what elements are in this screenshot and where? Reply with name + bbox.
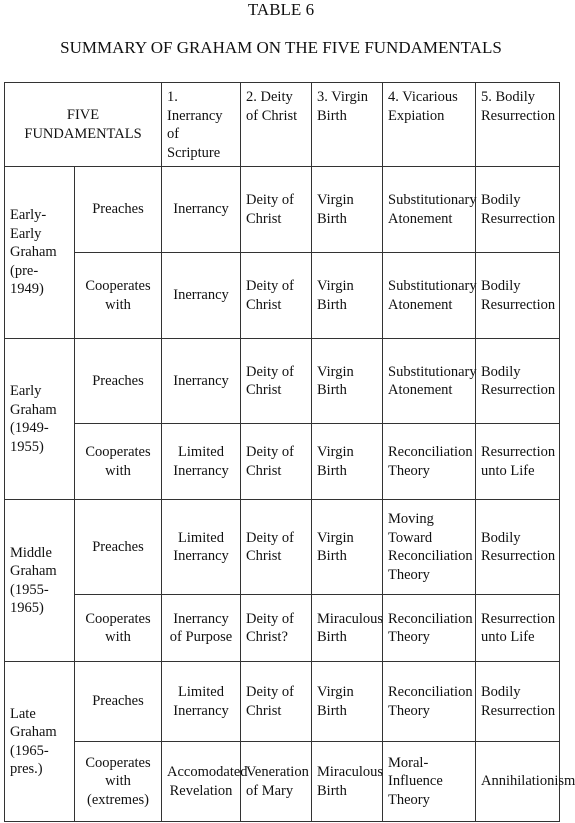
cell-col-4: Reconciliation Theory xyxy=(383,662,476,742)
table-row xyxy=(5,253,560,339)
cell-col-5: Resurrection unto Life xyxy=(476,595,560,662)
cell-col-2: Deity of Christ? xyxy=(241,595,312,662)
cell-col-2: Deity of Christ xyxy=(241,500,312,595)
cell-col-4: Substitutionary Atonement xyxy=(383,167,476,253)
cell-col-1: Limited Inerrancy xyxy=(162,424,241,500)
table-number: TABLE 6 xyxy=(247,0,315,19)
header-col-5: 5. Bodily Resurrection xyxy=(476,83,560,167)
cell-col-4: Substitutionary Atonement xyxy=(383,339,476,424)
table-row xyxy=(5,424,560,500)
mode-label: Preaches xyxy=(75,339,162,424)
cell-col-1: Inerrancy xyxy=(162,253,241,339)
cell-col-4: Moral-Influence Theory xyxy=(383,742,476,822)
mode-label: Cooperates with xyxy=(75,595,162,662)
era-label: Early-Early Graham (pre-1949) xyxy=(5,167,75,339)
cell-col-5: Bodily Resurrection xyxy=(476,167,560,253)
cell-col-4: Moving Toward Reconciliation Theory xyxy=(383,500,476,595)
table-title: SUMMARY OF GRAHAM ON THE FIVE FUNDAMENTALS xyxy=(60,38,502,57)
cell-col-2: Deity of Christ xyxy=(241,167,312,253)
era-label: Middle Graham (1955-1965) xyxy=(5,500,75,662)
table-row xyxy=(5,339,560,424)
cell-col-2: Deity of Christ xyxy=(241,253,312,339)
cell-col-1: Limited Inerrancy xyxy=(162,662,241,742)
mode-label: Preaches xyxy=(75,662,162,742)
header-col-3: 3. Virgin Birth xyxy=(312,83,383,167)
cell-col-1: Limited Inerrancy xyxy=(162,500,241,595)
cell-col-4: Substitutionary Atonement xyxy=(383,253,476,339)
mode-label: Cooperates with (extremes) xyxy=(75,742,162,822)
mode-label: Preaches xyxy=(75,167,162,253)
cell-col-3: Miraculous Birth xyxy=(312,595,383,662)
header-row xyxy=(5,83,560,167)
cell-col-3: Virgin Birth xyxy=(312,662,383,742)
table-row xyxy=(5,167,560,253)
table-row xyxy=(5,500,560,595)
cell-col-2: Deity of Christ xyxy=(241,424,312,500)
header-col-4: 4. Vicarious Expiation xyxy=(383,83,476,167)
mode-label: Cooperates with xyxy=(75,253,162,339)
header-col-1: 1. Inerrancy of Scripture xyxy=(162,83,241,167)
cell-col-3: Virgin Birth xyxy=(312,167,383,253)
table-row xyxy=(5,662,560,742)
table-row xyxy=(5,742,560,822)
cell-col-5: Resurrection unto Life xyxy=(476,424,560,500)
cell-col-4: Reconciliation Theory xyxy=(383,424,476,500)
cell-col-1: Inerrancy xyxy=(162,167,241,253)
cell-col-3: Miraculous Birth xyxy=(312,742,383,822)
cell-col-1: Inerrancy xyxy=(162,339,241,424)
cell-col-3: Virgin Birth xyxy=(312,253,383,339)
cell-col-2: Veneration of Mary xyxy=(241,742,312,822)
summary-table xyxy=(4,82,575,822)
mode-label: Cooperates with xyxy=(75,424,162,500)
header-five-fundamentals: FIVE FUNDAMENTALS xyxy=(5,83,162,167)
cell-col-3: Virgin Birth xyxy=(312,500,383,595)
era-label: Late Graham (1965-pres.) xyxy=(5,662,75,822)
header-col-2: 2. Deity of Christ xyxy=(241,83,312,167)
cell-col-5: Bodily Resurrection xyxy=(476,500,560,595)
cell-col-5: Bodily Resurrection xyxy=(476,662,560,742)
cell-col-2: Deity of Christ xyxy=(241,339,312,424)
table-row xyxy=(5,595,560,662)
mode-label: Preaches xyxy=(75,500,162,595)
cell-col-5: Bodily Resurrection xyxy=(476,253,560,339)
cell-col-1: Inerrancy of Purpose xyxy=(162,595,241,662)
cell-col-1: Accomodated Revelation xyxy=(162,742,241,822)
cell-col-2: Deity of Christ xyxy=(241,662,312,742)
cell-col-5: Bodily Resurrection xyxy=(476,339,560,424)
cell-col-5: Annihilationism xyxy=(476,742,560,822)
cell-col-4: Reconciliation Theory xyxy=(383,595,476,662)
cell-col-3: Virgin Birth xyxy=(312,339,383,424)
era-label: Early Graham (1949-1955) xyxy=(5,339,75,500)
cell-col-3: Virgin Birth xyxy=(312,424,383,500)
